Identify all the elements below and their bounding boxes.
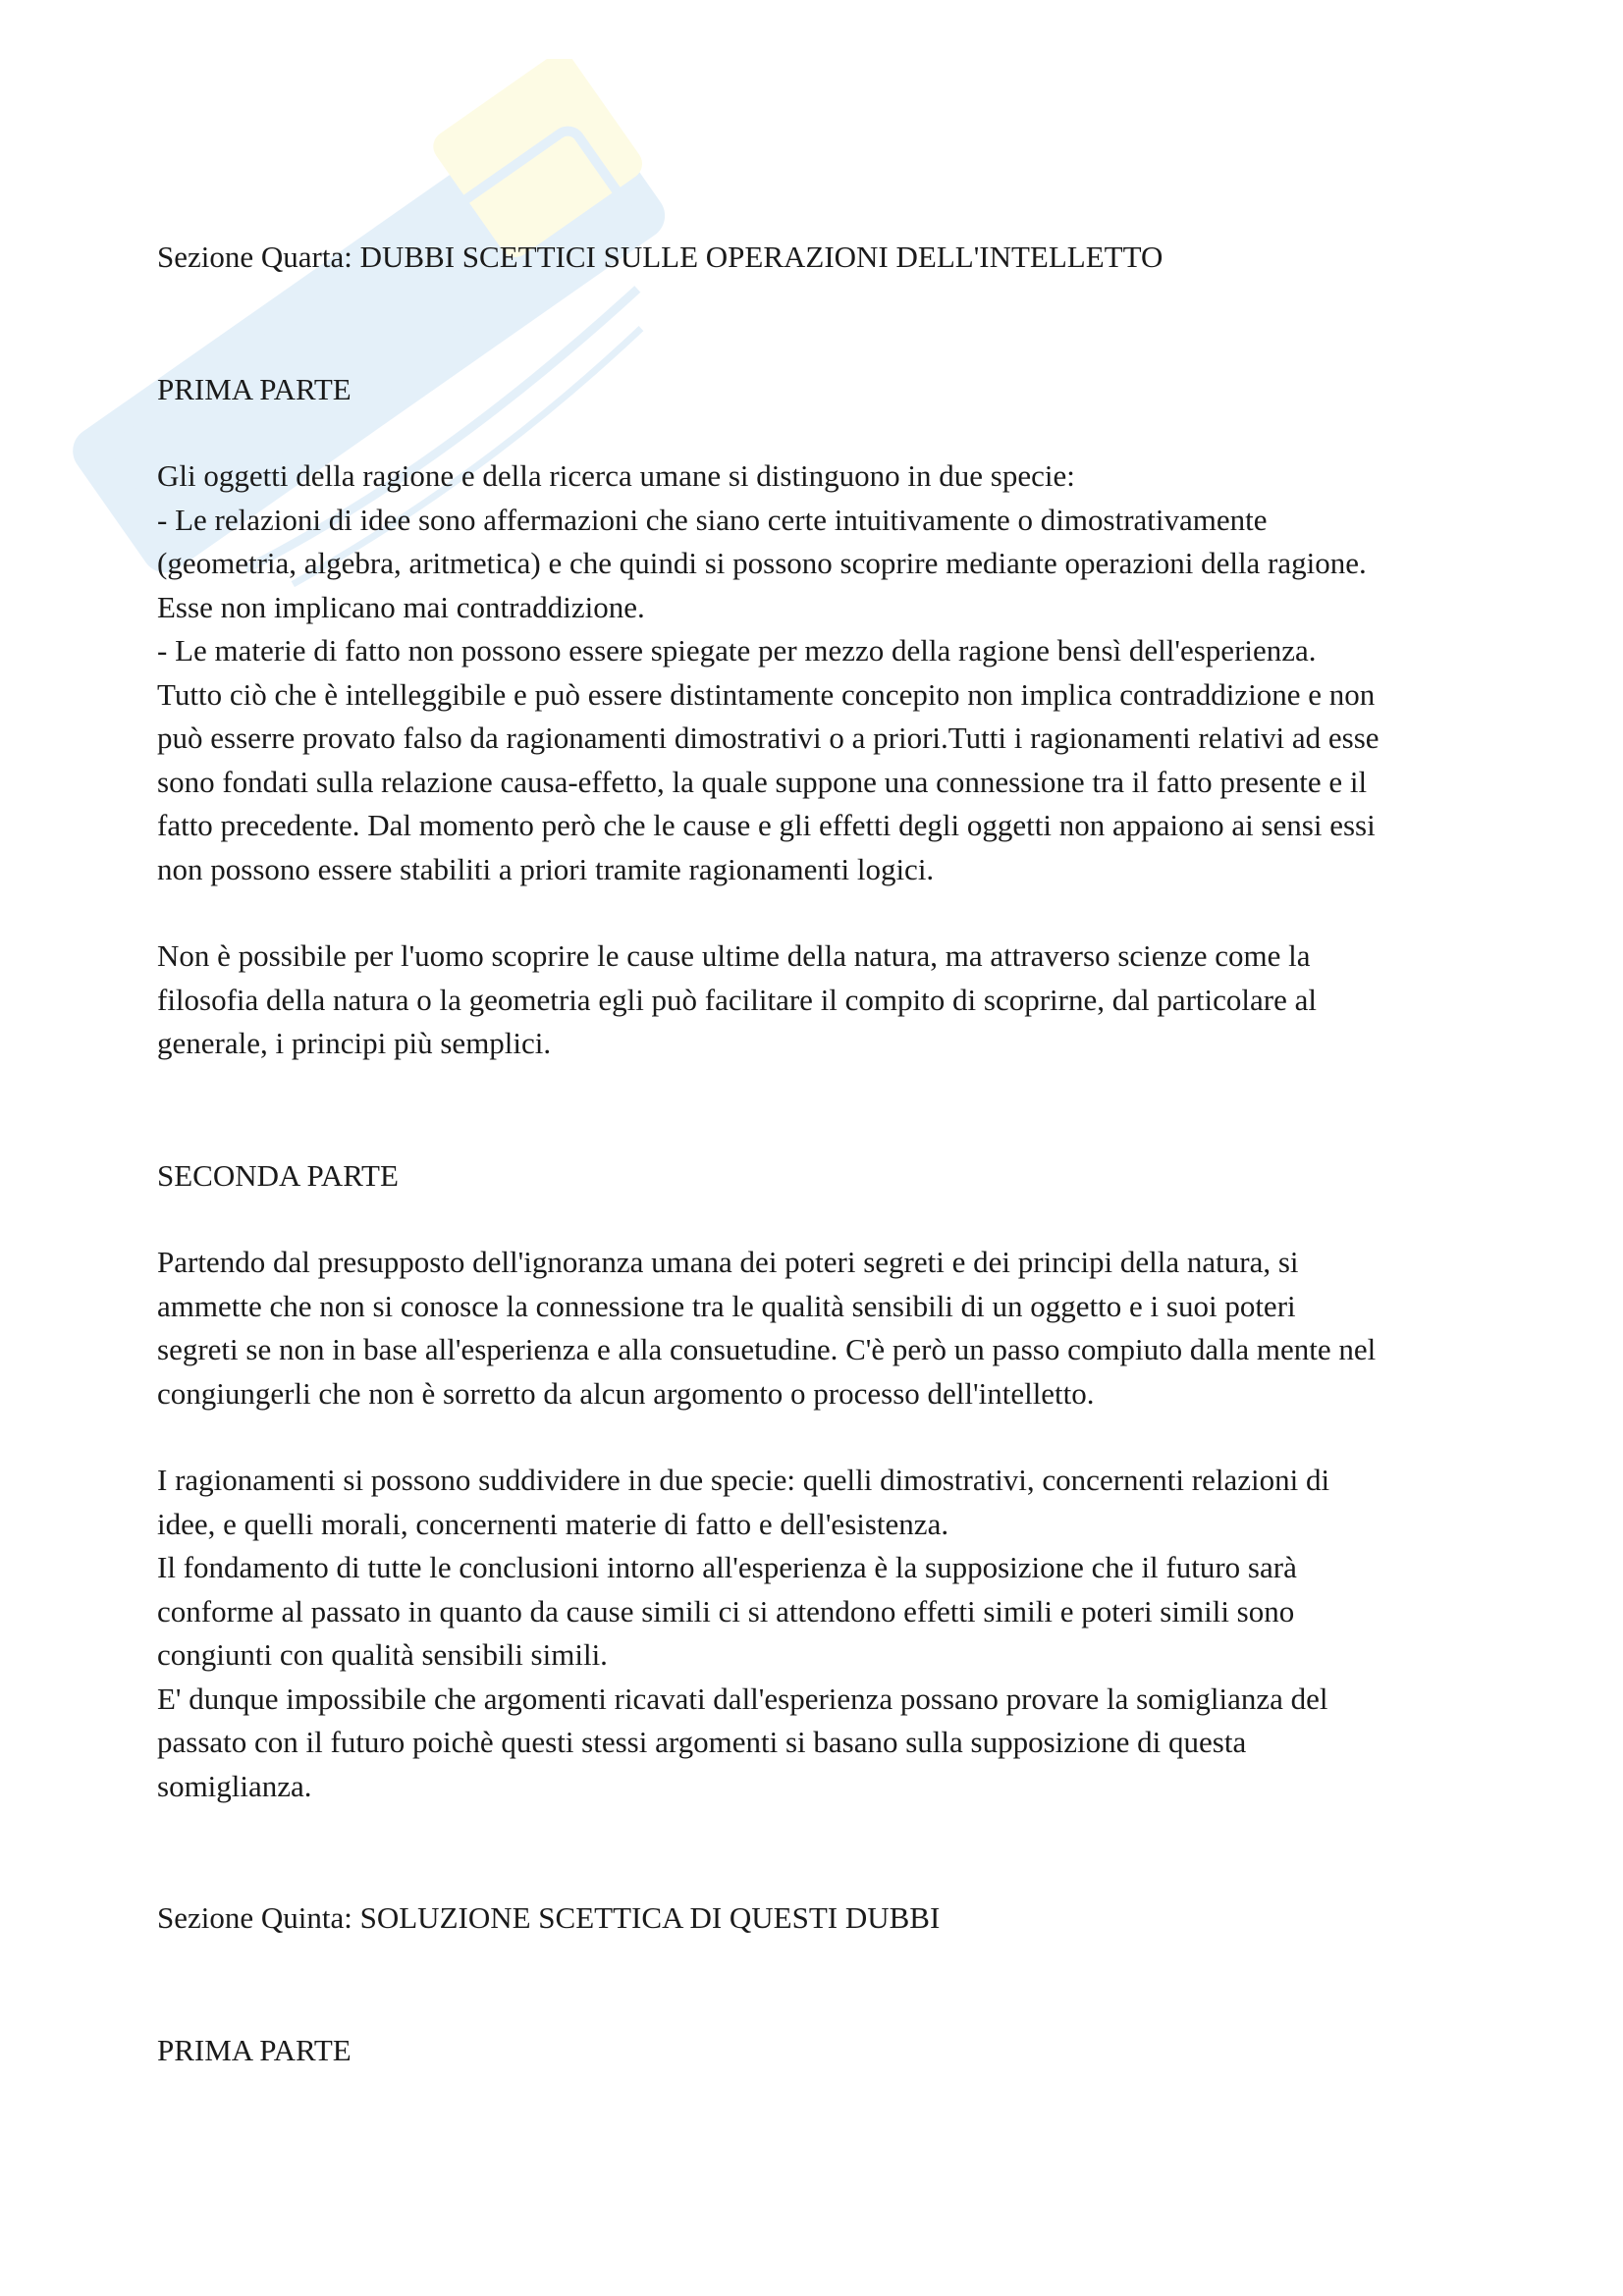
paragraph-ragionamenti: [157, 1459, 1492, 1808]
paragraph-cause-ultime: [157, 934, 1492, 1066]
subheading-seconda-parte: SECONDA PARTE: [157, 1157, 399, 1193]
text-line: Il fondamento di tutte le conclusioni intorno all'esperienza è la supposizione che il futuro sarà: [157, 1550, 1297, 1584]
text-line: filosofia della natura o la geometria egli può facilitare il compito di scoprirne, dal particolare al: [157, 982, 1317, 1017]
text-line: passato con il futuro poichè questi stessi argomenti si basano sulla supposizione di questa: [157, 1725, 1247, 1759]
text-line: generale, i principi più semplici.: [157, 1026, 552, 1060]
text-line: Non è possibile per l'uomo scoprire le cause ultime della natura, ma attraverso scienze come la: [157, 938, 1311, 973]
text-line: E' dunque impossibile che argomenti ricavati dall'esperienza possano provare la somiglianza del: [157, 1681, 1328, 1716]
text-line: non possono essere stabiliti a priori tramite ragionamenti logici.: [157, 851, 935, 886]
text-line: idee, e quelli morali, concernenti materie di fatto e dell'esistenza.: [157, 1506, 949, 1541]
text-line: congiunti con qualità sensibili simili.: [157, 1637, 608, 1672]
subheading-prima-parte: PRIMA PARTE: [157, 371, 352, 406]
text-line: Gli oggetti della ragione e della ricerca umane si distinguono in due specie:: [157, 458, 1075, 493]
section-heading-quinta: Sezione Quinta: SOLUZIONE SCETTICA DI QUESTI DUBBI: [157, 1900, 941, 1935]
text-line: Esse non implicano mai contraddizione.: [157, 589, 645, 624]
text-line: ammette che non si conosce la connessione tra le qualità sensibili di un oggetto e i suoi poteri: [157, 1288, 1296, 1323]
text-line: Partendo dal presupposto dell'ignoranza umana dei poteri segreti e dei principi della natura, si: [157, 1245, 1299, 1279]
text-line: (geometria, algebra, aritmetica) e che quindi si possono scoprire mediante operazioni della ragione.: [157, 546, 1367, 580]
paragraph-ignoranza-umana: [157, 1241, 1492, 1415]
text-line: può esserre provato falso da ragionamenti dimostrativi o a priori.Tutti i ragionamenti relativi ad esse: [157, 721, 1380, 755]
document-body: [157, 236, 1492, 2072]
paragraph-oggetti-ragione: [157, 454, 1492, 891]
text-line: segreti se non in base all'esperienza e alla consuetudine. C'è però un passo compiuto dalla mente nel: [157, 1332, 1377, 1366]
section-heading-quarta: Sezione Quarta: DUBBI SCETTICI SULLE OPERAZIONI DELL'INTELLETTO: [157, 240, 1163, 274]
text-line: - Le relazioni di idee sono affermazioni che siano certe intuitivamente o dimostrativamente: [157, 502, 1268, 537]
text-line: - Le materie di fatto non possono essere spiegate per mezzo della ragione bensì dell'esperienza.: [157, 633, 1317, 667]
text-line: conforme al passato in quanto da cause simili ci si attendono effetti simili e poteri simili sono: [157, 1593, 1295, 1629]
text-line: I ragionamenti si possono suddividere in due specie: quelli dimostrativi, concernenti relazioni di: [157, 1463, 1330, 1497]
text-line: somiglianza.: [157, 1768, 312, 1803]
text-line: congiungerli che non è sorretto da alcun argomento o processo dell'intelletto.: [157, 1375, 1095, 1411]
text-line: fatto precedente. Dal momento però che le cause e gli effetti degli oggetti non appaiono ai sensi essi: [157, 808, 1376, 842]
subheading-prima-parte-quinta: PRIMA PARTE: [157, 2032, 352, 2067]
text-line: sono fondati sulla relazione causa-effetto, la quale suppone una connessione tra il fatto presente e il: [157, 764, 1368, 799]
text-line: Tutto ciò che è intelleggibile e può essere distintamente concepito non implica contraddizione e non: [157, 676, 1376, 712]
